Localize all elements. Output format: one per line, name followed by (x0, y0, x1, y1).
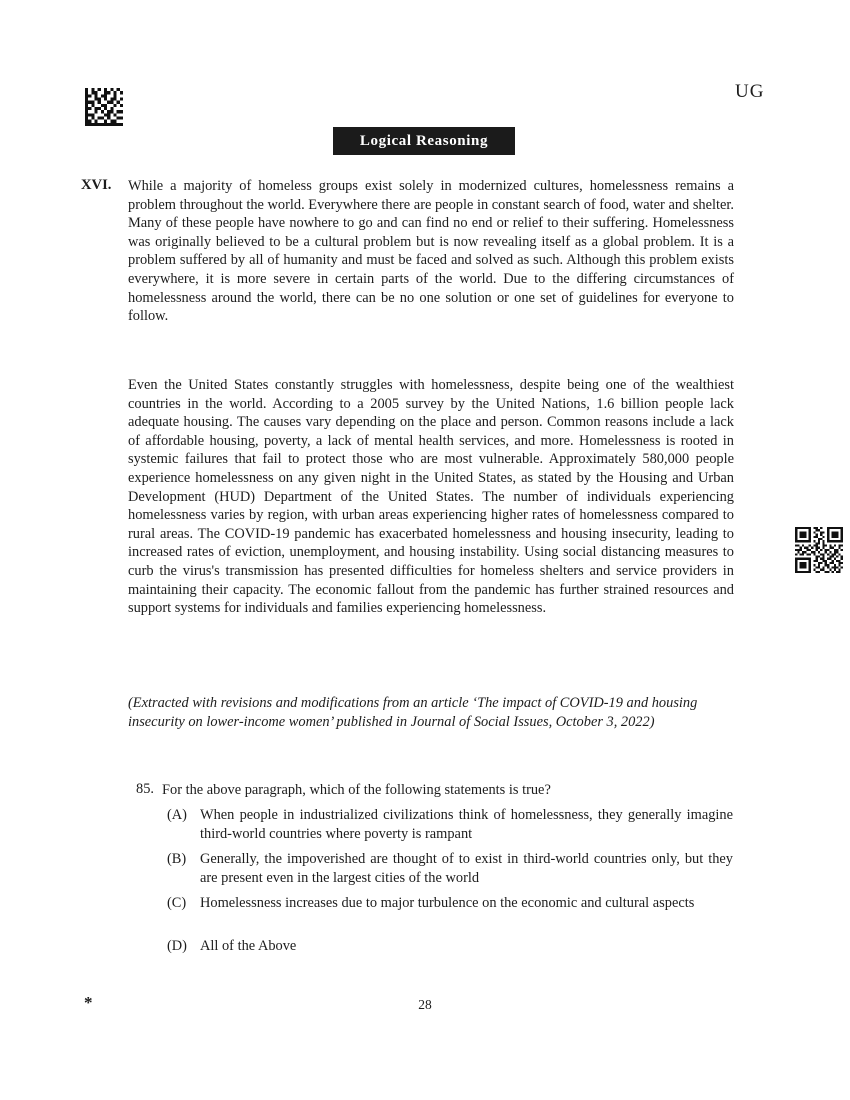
datamatrix-code-icon (85, 88, 123, 126)
question-option-d (167, 937, 733, 956)
page-number: 28 (418, 997, 432, 1012)
option-c-label: (C) (167, 895, 187, 911)
option-c-text: Homelessness increases due to major turbulence on the economic and cultural aspects (200, 895, 695, 911)
question-text: For the above paragraph, which of the following statements is true? (162, 782, 551, 798)
passage-number: XVI. (81, 177, 112, 193)
question-option-b (167, 850, 733, 887)
section-banner (333, 127, 515, 155)
question-option-c (167, 894, 733, 913)
passage-paragraph-1: While a majority of homeless groups exist solely in modernized cultures, homelessness remains a problem throughout the world. Everywhere there are people in constant search of food, water and shelter. Many of these people have nowhere to go and can find no end or relief to their suffering. Homelessness was originally believed to be a cultural problem but is now revealing itself as a global problem. It is a problem suffered by all of humanity and must be faced and solved as such. Although this problem exists everywhere, it is more severe in certain parts of the world. Due to the differing circumstances of homelessness around the world, there can be no one solution or one set of guidelines for everyone to follow. (128, 178, 734, 325)
option-a-label: (A) (167, 807, 187, 823)
question-option-a (167, 806, 733, 843)
qr-code-icon (795, 527, 843, 573)
option-b-text: Generally, the impoverished are thought of to exist in third-world countries only, but they are present even in the largest cities of the world (200, 851, 733, 886)
question-number: 85. (136, 781, 154, 797)
passage-paragraph-2: Even the United States constantly struggles with homelessness, despite being one of the wealthiest countries in the world. According to a 2005 survey by the United Nations, 1.6 billion people lack adequate housing. The causes vary depending on the place and person. Common reasons include a lack of affordable housing, poverty, a lack of mental health services, and more. Homelessness is rooted in systemic failures that fail to protect those who are most vulnerable. Approximately 580,000 people experience homelessness on any given night in the United States, as stated by the Housing and Urban Development (HUD) Department of the United States. The number of individuals experiencing homelessness varies by region, with urban areas experiencing higher rates of homelessness compared to rural areas. The COVID-19 pandemic has exacerbated homelessness and housing insecurity, leading to increased rates of eviction, unemployment, and housing instability. Using social distancing measures to curb the virus's transmission has presented difficulties for homeless shelters and service providers in maintaining their capacity. The economic fallout from the pandemic has further strained resources and support systems for individuals and families experiencing homelessness. (128, 377, 734, 617)
option-a-text: When people in industrialized civilizations think of homelessness, they generally imagine third-world countries where poverty is rampant (200, 807, 733, 842)
paper-code-label: UG (735, 81, 765, 102)
option-b-label: (B) (167, 851, 187, 867)
option-d-text: All of the Above (200, 938, 297, 954)
footnote-marker: * (84, 993, 93, 1012)
section-banner-label: Logical Reasoning (359, 132, 489, 149)
option-d-label: (D) (167, 938, 187, 954)
passage-source-note: (Extracted with revisions and modifications from an article ‘The impact of COVID-19 and housing insecurity on lower-income women’ published in Journal of Social Issues, October 3, 2022) (128, 695, 698, 730)
